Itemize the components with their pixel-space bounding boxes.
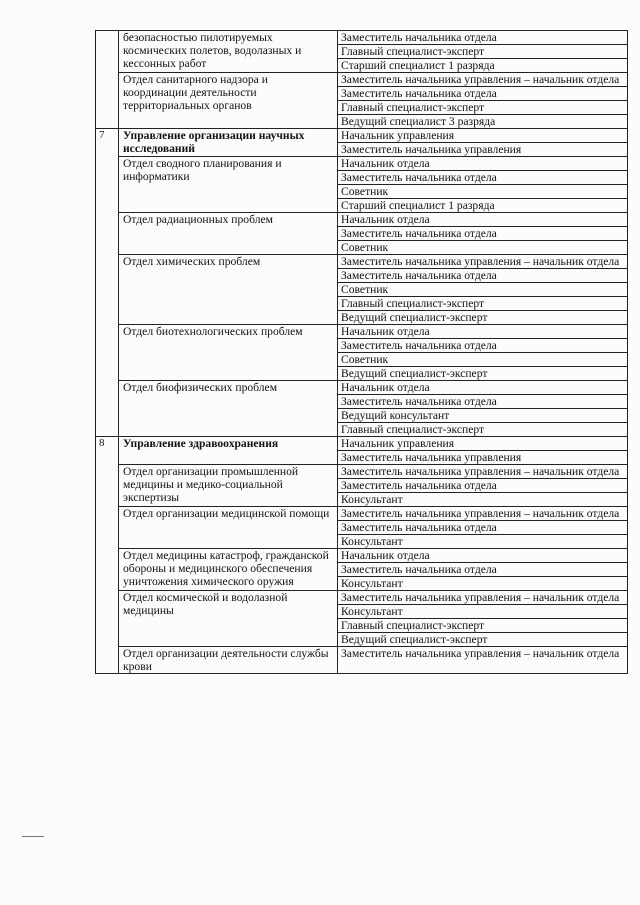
position-title: Консультант bbox=[338, 577, 628, 591]
position-title: Ведущий специалист-эксперт bbox=[338, 633, 628, 647]
position-title: Заместитель начальника отдела bbox=[338, 563, 628, 577]
position-title: Заместитель начальника управления – начальник отдела bbox=[338, 507, 628, 521]
position-title: Заместитель начальника управления – начальник отдела bbox=[338, 647, 628, 674]
position-title: Советник bbox=[338, 353, 628, 367]
position-title: Старший специалист 1 разряда bbox=[338, 59, 628, 73]
department-name: безопасностью пилотируемых космических полетов, водолазных и кессонных работ bbox=[119, 31, 338, 73]
section-number: 8 bbox=[96, 437, 119, 674]
department-name: Отдел радиационных проблем bbox=[119, 213, 338, 255]
position-title: Главный специалист-эксперт bbox=[338, 297, 628, 311]
department-name: Отдел организации промышленной медицины и медико-социальной экспертизы bbox=[119, 465, 338, 507]
table-row bbox=[96, 465, 628, 479]
position-title: Начальник отдела bbox=[338, 213, 628, 227]
table-row bbox=[96, 213, 628, 227]
position-title: Консультант bbox=[338, 535, 628, 549]
department-name: Отдел организации деятельности службы крови bbox=[119, 647, 338, 674]
position-title: Начальник отдела bbox=[338, 325, 628, 339]
position-title: Заместитель начальника отдела bbox=[338, 339, 628, 353]
scan-mark bbox=[22, 836, 44, 837]
position-title: Главный специалист-эксперт bbox=[338, 45, 628, 59]
table-row bbox=[96, 381, 628, 395]
position-title: Ведущий специалист 3 разряда bbox=[338, 115, 628, 129]
department-name: Отдел биофизических проблем bbox=[119, 381, 338, 437]
table-row bbox=[96, 255, 628, 269]
table-row bbox=[96, 549, 628, 563]
position-title: Начальник отдела bbox=[338, 157, 628, 171]
position-title: Заместитель начальника управления bbox=[338, 143, 628, 157]
department-name: Отдел сводного планирования и информатики bbox=[119, 157, 338, 213]
department-name: Отдел биотехнологических проблем bbox=[119, 325, 338, 381]
position-title: Начальник управления bbox=[338, 129, 628, 143]
position-title: Заместитель начальника управления – начальник отдела bbox=[338, 465, 628, 479]
position-title: Главный специалист-эксперт bbox=[338, 101, 628, 115]
position-title: Заместитель начальника управления – начальник отдела bbox=[338, 591, 628, 605]
position-title: Консультант bbox=[338, 605, 628, 619]
department-name: Отдел химических проблем bbox=[119, 255, 338, 325]
table-row bbox=[96, 591, 628, 605]
position-title: Заместитель начальника отдела bbox=[338, 479, 628, 493]
section-number: 7 bbox=[96, 129, 119, 437]
position-title: Начальник отдела bbox=[338, 549, 628, 563]
position-title: Заместитель начальника отдела bbox=[338, 521, 628, 535]
table-row bbox=[96, 325, 628, 339]
directorate-name: Управление организации научных исследований bbox=[119, 129, 338, 157]
position-title: Начальник управления bbox=[338, 437, 628, 451]
position-title: Советник bbox=[338, 241, 628, 255]
table-row bbox=[96, 129, 628, 143]
position-title: Главный специалист-эксперт bbox=[338, 423, 628, 437]
position-title: Заместитель начальника отдела bbox=[338, 269, 628, 283]
position-title: Ведущий специалист-эксперт bbox=[338, 311, 628, 325]
position-title: Старший специалист 1 разряда bbox=[338, 199, 628, 213]
position-title: Ведущий консультант bbox=[338, 409, 628, 423]
table-row bbox=[96, 31, 628, 45]
position-title: Главный специалист-эксперт bbox=[338, 619, 628, 633]
position-title: Консультант bbox=[338, 493, 628, 507]
position-title: Заместитель начальника отдела bbox=[338, 227, 628, 241]
position-title: Ведущий специалист-эксперт bbox=[338, 367, 628, 381]
position-title: Заместитель начальника отдела bbox=[338, 171, 628, 185]
position-title: Советник bbox=[338, 185, 628, 199]
position-title: Заместитель начальника отдела bbox=[338, 87, 628, 101]
position-title: Заместитель начальника отдела bbox=[338, 31, 628, 45]
table-row bbox=[96, 437, 628, 451]
table-row bbox=[96, 647, 628, 674]
department-name: Отдел организации медицинской помощи bbox=[119, 507, 338, 549]
table-row bbox=[96, 507, 628, 521]
position-title: Заместитель начальника отдела bbox=[338, 395, 628, 409]
department-name: Отдел космической и водолазной медицины bbox=[119, 591, 338, 647]
position-title: Начальник отдела bbox=[338, 381, 628, 395]
department-name: Отдел медицины катастроф, гражданской обороны и медицинского обеспечения уничтожения химического оружия bbox=[119, 549, 338, 591]
directorate-name: Управление здравоохранения bbox=[119, 437, 338, 465]
table-row bbox=[96, 157, 628, 171]
position-title: Советник bbox=[338, 283, 628, 297]
position-title: Заместитель начальника управления – начальник отдела bbox=[338, 73, 628, 87]
staff-structure-table bbox=[95, 30, 628, 674]
position-title: Заместитель начальника управления bbox=[338, 451, 628, 465]
department-name: Отдел санитарного надзора и координации деятельности территориальных органов bbox=[119, 73, 338, 129]
table-row bbox=[96, 73, 628, 87]
section-number bbox=[96, 31, 119, 129]
position-title: Заместитель начальника управления – начальник отдела bbox=[338, 255, 628, 269]
table-body bbox=[96, 31, 628, 674]
